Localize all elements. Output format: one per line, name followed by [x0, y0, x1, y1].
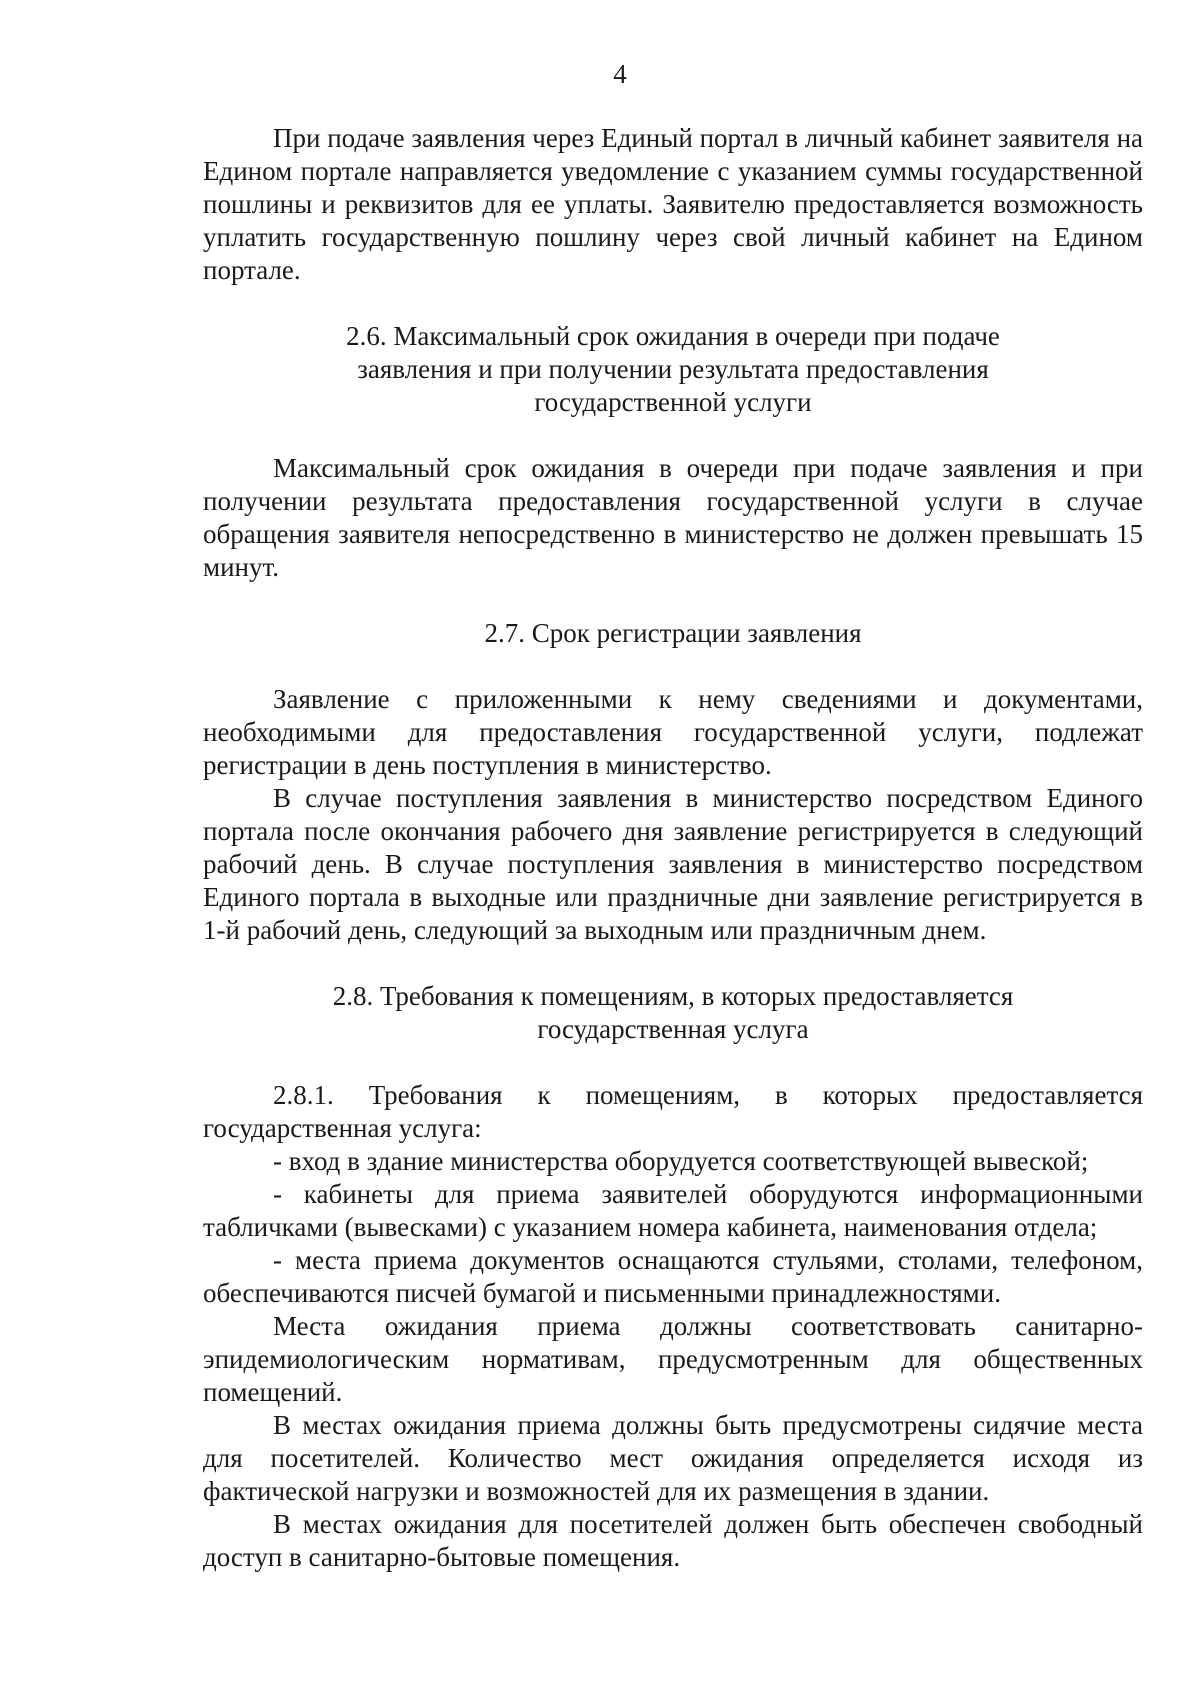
- list-item-reception-equipment: - места приема документов оснащаются стульями, столами, телефоном, обеспечиваются писчей бумагой и письменными принадлежностями.: [203, 1245, 1143, 1308]
- section-heading-2-8: [203, 980, 1143, 1046]
- paragraph-seating: В местах ожидания приема должны быть предусмотрены сидячие места для посетителей. Количество мест ожидания определяется исходя из фактической нагрузки и возможностей для их размещения в здании.: [203, 1410, 1143, 1506]
- section-heading-2-8-line-1: 2.8. Требования к помещениям, в которых предоставляется: [332, 981, 1014, 1011]
- list-item-office-plates: - кабинеты для приема заявителей оборудуются информационными табличками (вывесками) с указанием номера кабинета, наименования отдела;: [203, 1179, 1143, 1242]
- page-number: 4: [613, 59, 627, 89]
- paragraph-max-waiting-time: Максимальный срок ожидания в очереди при подаче заявления и при получении результата предоставления государственной услуги в случае обращения заявителя непосредственно в министерство не должен превышать 15 минут.: [203, 453, 1143, 582]
- section-heading-2-7: 2.7. Срок регистрации заявления: [484, 618, 862, 648]
- section-heading-2-8-line-2: государственная услуга: [537, 1014, 809, 1044]
- document-body: [203, 122, 1143, 1574]
- paragraph-sanitary-access: В местах ожидания для посетителей должен быть обеспечен свободный доступ в санитарно-бытовые помещения.: [203, 1509, 1143, 1572]
- section-heading-2-6-line-2: заявления и при получении результата предоставления: [357, 354, 989, 384]
- paragraph-registration-after-hours: В случае поступления заявления в министерство посредством Единого портала после окончания рабочего дня заявление регистрируется в следующий рабочий день. В случае поступления заявления в министерство посредством Единого портала в выходные или праздничные дни заявление регистрируется в 1-й рабочий день, следующий за выходным или праздничным днем.: [203, 783, 1143, 945]
- section-heading-2-6: [203, 320, 1143, 419]
- paragraph-premises-requirements: 2.8.1. Требования к помещениям, в которых предоставляется государственная услуга:: [203, 1080, 1143, 1143]
- paragraph-sanitary-norms: Места ожидания приема должны соответствовать санитарно-эпидемиологическим нормативам, предусмотренным для общественных помещений.: [203, 1311, 1143, 1407]
- section-heading-2-6-line-1: 2.6. Максимальный срок ожидания в очереди при подаче: [346, 321, 1000, 351]
- paragraph-portal-fee-notice: При подаче заявления через Единый портал в личный кабинет заявителя на Едином портале направляется уведомление с указанием суммы государственной пошлины и реквизитов для ее уплаты. Заявителю предоставляется возможность уплатить государственную пошлину через свой личный кабинет на Едином портале.: [203, 123, 1144, 285]
- section-heading-2-6-line-3: государственной услуги: [534, 387, 812, 417]
- paragraph-registration-day: Заявление с приложенными к нему сведениями и документами, необходимыми для предоставления государственной услуги, подлежат регистрации в день поступления в министерство.: [203, 684, 1143, 780]
- list-item-entrance-sign: - вход в здание министерства оборудуется соответствующей вывеской;: [273, 1146, 1089, 1176]
